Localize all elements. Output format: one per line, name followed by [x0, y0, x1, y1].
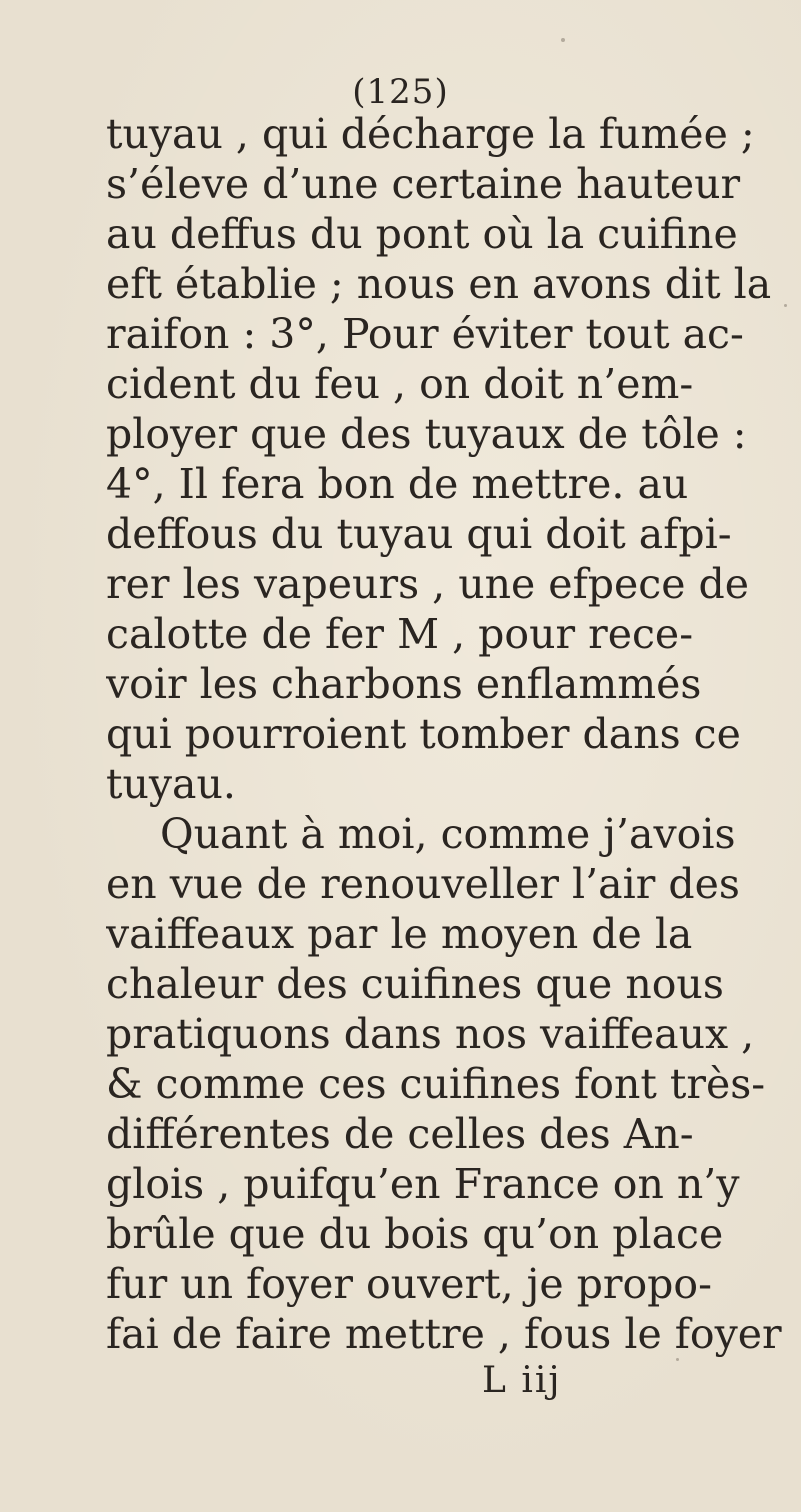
- text-line-23: brûle que du bois qu’on place: [106, 1210, 724, 1258]
- paper-speck: [676, 1358, 679, 1361]
- text-line-25: fai de faire mettre , fous le foyer: [106, 1310, 782, 1358]
- paper-speck: [561, 38, 565, 42]
- page-number: (125): [352, 72, 449, 112]
- text-line-9: deffous du tuyau qui doit afpi-: [106, 510, 732, 558]
- text-line-10: rer les vapeurs , une efpece de: [106, 560, 750, 608]
- text-line-8: 4°, Il fera bon de mettre. au: [106, 460, 689, 508]
- text-line-12: voir les charbons enflammés: [106, 660, 702, 708]
- text-line-24: fur un foyer ouvert, je propo-: [106, 1260, 712, 1308]
- text-line-22: glois , puifqu’en France on n’y: [106, 1160, 740, 1208]
- text-line-19: pratiquons dans nos vaiffeaux ,: [106, 1010, 755, 1058]
- signature-mark: L iij: [482, 1360, 562, 1401]
- text-line-3: au deffus du pont où la cuifine: [106, 210, 738, 258]
- text-line-16: en vue de renouveller l’air des: [106, 860, 740, 908]
- text-line-14: tuyau.: [106, 760, 236, 808]
- text-line-6: cident du feu , on doit n’em-: [106, 360, 694, 408]
- text-line-15: Quant à moi, comme j’avois: [160, 810, 736, 858]
- paper-speck: [784, 304, 787, 307]
- text-line-17: vaiffeaux par le moyen de la: [106, 910, 693, 958]
- text-line-21: différentes de celles des An-: [106, 1110, 694, 1158]
- text-line-2: s’éleve d’une certaine hauteur: [106, 160, 741, 208]
- text-line-20: & comme ces cuifines font très-: [106, 1060, 766, 1108]
- text-line-18: chaleur des cuifines que nous: [106, 960, 724, 1008]
- text-line-7: ployer que des tuyaux de tôle :: [106, 410, 747, 458]
- text-line-5: raifon : 3°, Pour éviter tout ac-: [106, 310, 744, 358]
- text-line-13: qui pourroient tomber dans ce: [106, 710, 741, 758]
- text-line-4: eft établie ; nous en avons dit la: [106, 260, 772, 308]
- text-line-11: calotte de fer M , pour rece-: [106, 610, 694, 658]
- text-line-1: tuyau , qui décharge la fumée ;: [106, 110, 755, 158]
